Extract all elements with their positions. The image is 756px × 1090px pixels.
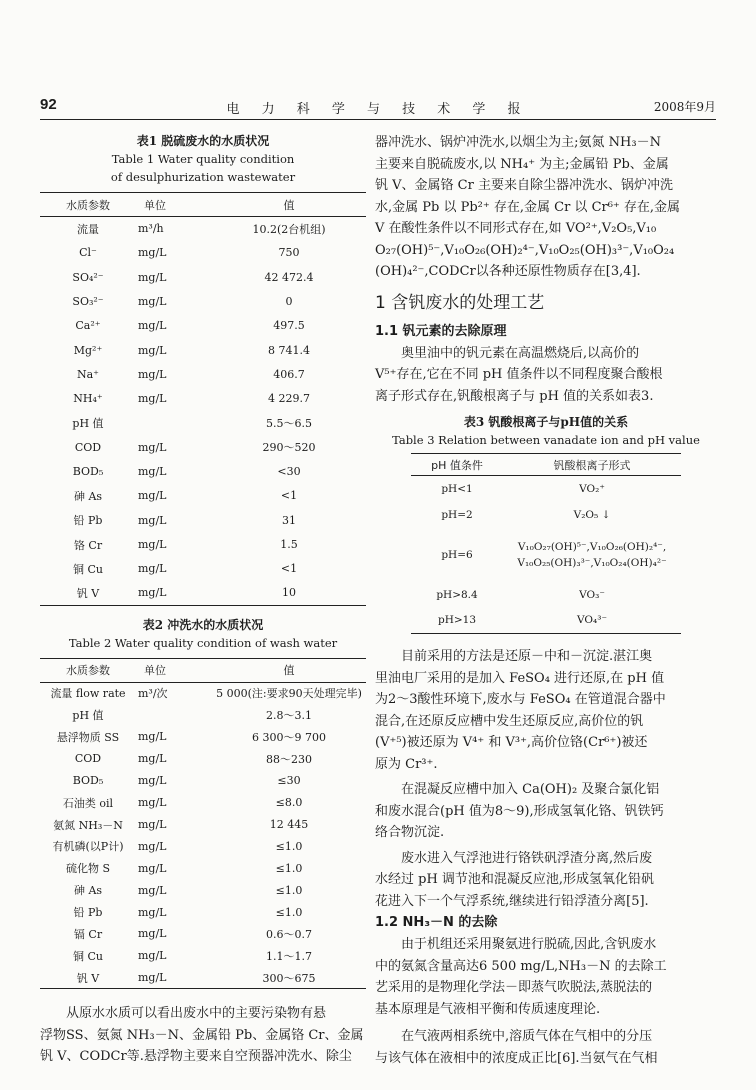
cell-param: 铅 Pb bbox=[73, 514, 103, 528]
table-row bbox=[411, 476, 681, 502]
text-line: O₂₇(OH)⁵⁻,V₁₀O₂₆(OH)₂⁴⁻,V₁₀O₂₅(OH)₃³⁻,V₁₀O₂₄ bbox=[375, 242, 675, 258]
table-row bbox=[40, 484, 366, 508]
paragraph-gas-liquid bbox=[375, 1026, 717, 1069]
cell-value: ≤8.0 bbox=[275, 796, 303, 810]
table-row bbox=[40, 314, 366, 338]
cell-unit: mg/L bbox=[138, 774, 167, 788]
cell-param: COD bbox=[74, 752, 102, 766]
cell-value: 300～675 bbox=[262, 971, 316, 985]
table3-caption-cn: 表3 钒酸根离子与pH值的关系 bbox=[463, 415, 629, 429]
cell-param: 砷 As bbox=[73, 489, 103, 503]
cell-value: 42 472.4 bbox=[264, 270, 314, 284]
cell-unit: m³/h bbox=[138, 222, 164, 236]
table1-caption-en-2: of desulphurization wastewater bbox=[110, 170, 296, 184]
cell-unit: mg/L bbox=[138, 562, 167, 576]
text-line: 与该气体在液相中的浓度成正比[6].当氨气在气相 bbox=[375, 1050, 658, 1066]
cell-value: 290～520 bbox=[262, 441, 316, 455]
table-row bbox=[411, 502, 681, 528]
cell-param: Ca²⁺ bbox=[75, 319, 101, 333]
running-header bbox=[40, 94, 716, 120]
paragraph-pollutants bbox=[40, 1003, 366, 1068]
text-line: 钒 V、金属铬 Cr 主要来自除尘器冲洗水、锅炉冲洗 bbox=[375, 178, 673, 193]
table1-body bbox=[40, 217, 366, 606]
cell-param: 石油类 oil bbox=[62, 796, 114, 810]
cell-value: 497.5 bbox=[273, 319, 305, 333]
text-line: 浮物SS、氨氮 NH₃－N、金属铅 Pb、金属铬 Cr、金属 bbox=[40, 1027, 364, 1043]
text-line: 在气液两相系统中,溶质气体在气相中的分压 bbox=[401, 1029, 653, 1044]
table-row bbox=[40, 901, 366, 923]
cell-param: pH 值 bbox=[72, 709, 104, 723]
table-row bbox=[40, 289, 366, 313]
table-row bbox=[40, 945, 366, 967]
cell-param: SO₄²⁻ bbox=[72, 270, 104, 284]
cell-ph: pH=2 bbox=[441, 508, 473, 521]
text-line: 由于机组还采用聚氨进行脱硫,因此,含钒废水 bbox=[401, 937, 657, 952]
cell-param: SO₃²⁻ bbox=[72, 295, 104, 309]
cell-value: 5 000(注:要求90天处理完毕) bbox=[216, 687, 362, 701]
cell-unit: mg/L bbox=[138, 489, 167, 503]
text-line: 主要来自脱硫废水,以 NH₄⁺ 为主;金属铅 Pb、金属 bbox=[375, 156, 669, 172]
table-header-row bbox=[40, 658, 366, 682]
table-row bbox=[40, 217, 366, 241]
cell-ion: VO₃⁻ bbox=[579, 588, 605, 601]
table-row bbox=[40, 682, 366, 704]
paragraph-continued bbox=[375, 132, 717, 283]
subsection-1-2-title: 1.2 NH₃－N 的去除 bbox=[375, 915, 498, 930]
paragraph-vanadium bbox=[375, 343, 717, 408]
right-column bbox=[375, 132, 717, 1082]
cell-param: 硫化物 S bbox=[65, 862, 111, 876]
cell-value: 5.5～6.5 bbox=[266, 417, 312, 431]
cell-unit bbox=[136, 411, 212, 435]
cell-param: COD bbox=[74, 440, 102, 454]
text-line: 在混凝反应槽中加入 Ca(OH)₂ 及聚合氯化铝 bbox=[401, 782, 660, 797]
table-row bbox=[40, 835, 366, 857]
table-row bbox=[40, 814, 366, 836]
text-line: 目前采用的方法是还原－中和－沉淀.湛江奥 bbox=[401, 649, 653, 664]
cell-unit: mg/L bbox=[138, 730, 167, 744]
cell-unit bbox=[136, 704, 212, 726]
table-row bbox=[411, 608, 681, 634]
cell-unit: mg/L bbox=[138, 392, 167, 406]
text-line: (OH)₄²⁻,CODCr以各种还原性物质存在[3,4]. bbox=[375, 264, 641, 279]
text-line: 花进入下一个气浮系统,继续进行铅浮渣分离[5]. bbox=[375, 893, 649, 909]
cell-unit: mg/L bbox=[138, 949, 167, 963]
cell-value: ≤30 bbox=[277, 774, 301, 788]
cell-unit: mg/L bbox=[138, 440, 167, 454]
paragraph-nh3 bbox=[375, 934, 717, 1020]
table1-water-quality bbox=[40, 192, 366, 606]
left-column bbox=[40, 132, 366, 1082]
text-line: 络合物沉淀. bbox=[375, 825, 445, 840]
text-line: 艺采用的是物理化学法－即蒸气吹脱法,蒸脱法的 bbox=[375, 980, 653, 995]
cell-param: 镉 Cr bbox=[73, 927, 103, 941]
cell-param: 钒 V bbox=[76, 586, 100, 600]
cell-param: 铜 Cu bbox=[73, 949, 103, 963]
issue-date: 2008年9月 bbox=[653, 100, 716, 114]
cell-value: 31 bbox=[282, 513, 296, 527]
cell-value: ≤1.0 bbox=[275, 839, 303, 853]
table-header-row bbox=[411, 454, 681, 476]
cell-value: 12 445 bbox=[269, 818, 309, 832]
cell-unit: mg/L bbox=[138, 586, 167, 600]
header-value: 值 bbox=[283, 664, 295, 678]
table-row bbox=[40, 857, 366, 879]
text-line: 基本原理是气液相平衡和传质速度理论. bbox=[375, 1001, 601, 1017]
cell-unit: mg/L bbox=[138, 513, 167, 527]
table3-body bbox=[411, 476, 681, 634]
cell-param: NH₄⁺ bbox=[73, 392, 103, 406]
cell-value: 6 300～9 700 bbox=[252, 730, 326, 744]
table-row bbox=[40, 362, 366, 386]
cell-param: BOD₅ bbox=[72, 465, 104, 479]
cell-unit: mg/L bbox=[138, 319, 167, 333]
table2-body bbox=[40, 682, 366, 988]
cell-value: 10.2(2台机组) bbox=[252, 222, 326, 236]
cell-param: 流量 bbox=[77, 222, 99, 236]
table-row bbox=[40, 435, 366, 459]
table-row bbox=[40, 923, 366, 945]
text-line: 奥里油中的钒元素在高温燃烧后,以高价的 bbox=[401, 345, 640, 361]
table-row bbox=[40, 770, 366, 792]
cell-param: Na⁺ bbox=[77, 367, 99, 381]
table-row bbox=[40, 748, 366, 770]
table-row bbox=[411, 582, 681, 608]
table-row bbox=[40, 967, 366, 989]
paragraph-flotation bbox=[375, 848, 717, 913]
text-line: 原为 Cr³⁺. bbox=[375, 756, 438, 772]
cell-value: 4 229.7 bbox=[268, 392, 310, 406]
cell-ph: pH<1 bbox=[441, 482, 473, 495]
subsection-1-1-title: 1.1 钒元素的去除原理 bbox=[375, 323, 507, 339]
header-ion: 钒酸根离子形式 bbox=[553, 458, 631, 472]
cell-param: 铬 Cr bbox=[73, 538, 103, 552]
table-header-row bbox=[40, 193, 366, 217]
table-row bbox=[40, 338, 366, 362]
cell-unit: mg/L bbox=[138, 927, 167, 941]
table1-caption-cn: 表1 脱硫废水的水质状况 bbox=[136, 134, 270, 148]
cell-value: 10 bbox=[282, 586, 296, 600]
table3-vanadate-ph bbox=[411, 453, 681, 634]
cell-param: 铅 Pb bbox=[73, 906, 103, 920]
section-1-title: 1 含钒废水的处理工艺 bbox=[375, 292, 545, 313]
cell-value: 0 bbox=[285, 295, 293, 309]
table-row bbox=[40, 792, 366, 814]
table-row bbox=[40, 508, 366, 532]
cell-unit: mg/L bbox=[138, 752, 167, 766]
cell-unit: mg/L bbox=[138, 367, 167, 381]
paragraph-method bbox=[375, 646, 717, 775]
ion-line: V₁₀O₂₅(OH)₃³⁻,V₁₀O₂₄(OH)₄²⁻ bbox=[517, 556, 667, 569]
text-line: 混合,在还原反应槽中发生还原反应,高价位的钒 bbox=[375, 713, 644, 729]
text-line: 水,金属 Pb 以 Pb²⁺ 存在,金属 Cr 以 Cr⁶⁺ 存在,金属 bbox=[375, 199, 681, 215]
cell-param: 悬浮物质 SS bbox=[56, 730, 120, 744]
text-line: 中的氨氮含量高达6 500 mg/L,NH₃－N 的去除工 bbox=[375, 958, 667, 974]
cell-value: 750 bbox=[278, 246, 300, 260]
table-row bbox=[40, 581, 366, 605]
table-row bbox=[40, 411, 366, 435]
cell-unit: mg/L bbox=[138, 343, 167, 357]
cell-value: 0.6～0.7 bbox=[266, 927, 312, 941]
cell-unit: mg/L bbox=[138, 839, 167, 853]
cell-param: Cl⁻ bbox=[79, 246, 97, 260]
cell-param: 钒 V bbox=[76, 971, 100, 985]
cell-unit: mg/L bbox=[138, 465, 167, 479]
table3-caption-en: Table 3 Relation between vanadate ion and pH value bbox=[392, 433, 700, 447]
cell-value: ≤1.0 bbox=[275, 905, 303, 919]
cell-param: BOD₅ bbox=[72, 774, 104, 788]
ion-line: V₁₀O₂₇(OH)⁵⁻,V₁₀O₂₆(OH)₂⁴⁻, bbox=[517, 540, 667, 553]
cell-ph: pH>13 bbox=[437, 614, 477, 627]
cell-param: 流量 flow rate bbox=[50, 687, 126, 701]
cell-value: 1.5 bbox=[280, 538, 298, 551]
cell-value: 1.1～1.7 bbox=[266, 949, 312, 963]
text-line: 里油电厂采用的是加入 FeSO₄ 进行还原,在 pH 值 bbox=[375, 670, 665, 686]
cell-unit: mg/L bbox=[138, 246, 167, 260]
cell-unit: mg/L bbox=[138, 883, 167, 897]
table2-wash-water bbox=[40, 658, 366, 989]
cell-value: <30 bbox=[277, 465, 301, 479]
text-line: 离子形式存在,钒酸根离子与 pH 值的关系如表3. bbox=[375, 388, 654, 404]
cell-unit: mg/L bbox=[138, 818, 167, 832]
text-line: V 在酸性条件以不同形式存在,如 VO²⁺,V₂O₅,V₁₀ bbox=[375, 221, 657, 236]
cell-unit: mg/L bbox=[138, 971, 167, 985]
cell-ph: pH>8.4 bbox=[436, 588, 478, 601]
cell-param: 铜 Cu bbox=[73, 562, 103, 576]
text-line: 和废水混合(pH 值为8～9),形成氢氧化铬、钒铁钙 bbox=[375, 803, 664, 819]
table1-caption-en: Table 1 Water quality condition bbox=[111, 152, 295, 166]
text-line: 为2～3酸性环境下,废水与 FeSO₄ 在管道混合器中 bbox=[375, 692, 666, 707]
page-number: 92 bbox=[40, 96, 57, 113]
table-row bbox=[40, 532, 366, 556]
paragraph-coagulation bbox=[375, 779, 717, 844]
cell-unit: m³/次 bbox=[138, 687, 168, 701]
cell-ion: VO₂⁺ bbox=[579, 482, 605, 495]
table-row bbox=[40, 557, 366, 581]
table-row bbox=[40, 241, 366, 265]
table-row bbox=[40, 459, 366, 483]
cell-value: ≤1.0 bbox=[275, 861, 303, 875]
cell-ph: pH=6 bbox=[441, 548, 473, 561]
cell-unit: mg/L bbox=[138, 295, 167, 309]
text-line: 从原水水质可以看出废水中的主要污染物有悬 bbox=[66, 1006, 327, 1022]
cell-param: Mg²⁺ bbox=[73, 343, 103, 357]
cell-value: <1 bbox=[280, 489, 298, 503]
cell-param: 氨氮 NH₃－N bbox=[53, 818, 123, 832]
cell-param: 砷 As bbox=[73, 884, 103, 898]
text-line: V⁵⁺存在,它在不同 pH 值条件以不同程度聚合酸根 bbox=[375, 367, 663, 382]
cell-unit: mg/L bbox=[138, 538, 167, 551]
header-unit: 单位 bbox=[144, 198, 166, 212]
text-line: (V⁺⁵)被还原为 V⁴⁺ 和 V³⁺,高价位铬(Cr⁶⁺)被还 bbox=[375, 735, 648, 750]
header-param: 水质参数 bbox=[66, 198, 110, 212]
cell-value: <1 bbox=[280, 562, 298, 576]
text-line: 钒 V、CODCr等.悬浮物主要来自空预器冲洗水、除尘 bbox=[40, 1049, 352, 1065]
cell-value: 406.7 bbox=[273, 367, 305, 381]
table2-caption-cn: 表2 冲洗水的水质状况 bbox=[142, 617, 264, 632]
cell-value: ≤1.0 bbox=[275, 883, 303, 897]
cell-value: 8 741.4 bbox=[268, 343, 310, 357]
cell-value: 2.8～3.1 bbox=[266, 709, 312, 723]
table2-caption-en: Table 2 Water quality condition of wash water bbox=[68, 635, 338, 650]
table-row bbox=[40, 726, 366, 748]
table-row bbox=[411, 528, 681, 582]
header-value: 值 bbox=[283, 198, 295, 212]
header-ph: pH 值条件 bbox=[431, 458, 483, 472]
cell-unit: mg/L bbox=[138, 861, 167, 875]
text-line: 水经过 pH 调节池和混凝反应池,形成氢氧化铅矾 bbox=[375, 872, 655, 887]
table-row bbox=[40, 704, 366, 726]
header-param: 水质参数 bbox=[66, 664, 110, 678]
cell-param: 有机磷(以P计) bbox=[52, 840, 124, 854]
text-line: 废水进入气浮池进行铬铁矾浮渣分离,然后废 bbox=[401, 850, 653, 866]
cell-value: 88～230 bbox=[266, 752, 312, 766]
header-unit: 单位 bbox=[144, 664, 166, 678]
table-row bbox=[40, 265, 366, 289]
cell-ion: VO₄³⁻ bbox=[577, 614, 607, 627]
table-row bbox=[40, 387, 366, 411]
cell-unit: mg/L bbox=[138, 796, 167, 810]
text-line: 器冲洗水、锅炉冲洗水,以烟尘为主;氨氮 NH₃－N bbox=[375, 135, 661, 150]
cell-ion bbox=[503, 528, 681, 582]
cell-param: pH 值 bbox=[72, 417, 104, 431]
cell-ion: V₂O₅ ↓ bbox=[573, 508, 611, 521]
cell-unit: mg/L bbox=[138, 270, 167, 284]
cell-unit: mg/L bbox=[138, 905, 167, 919]
table-row bbox=[40, 879, 366, 901]
journal-title: 电 力 科 学 与 技 术 学 报 bbox=[226, 102, 530, 117]
